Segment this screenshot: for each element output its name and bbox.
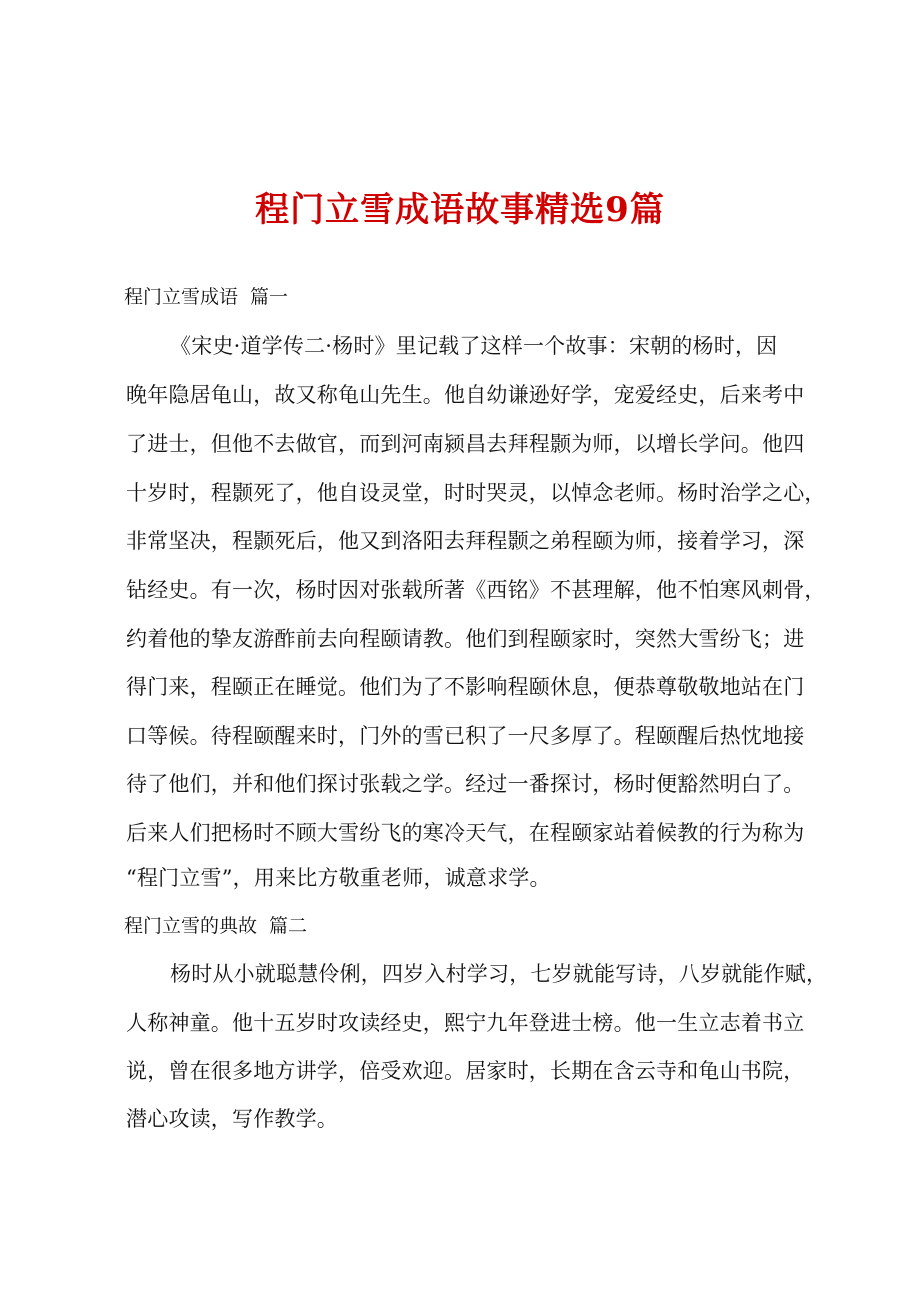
section-heading-text: 程门立雪成语 <box>124 286 239 308</box>
section-heading-1 <box>124 285 288 309</box>
paragraph-line: 潜心攻读，写作教学。 <box>126 1107 338 1131</box>
paragraph-line: 得门来，程颐正在睡觉。他们为了不影响程颐休息，便恭尊敬敬地站在门 <box>126 675 805 699</box>
section-heading-text: 程门立雪的典故 <box>124 915 258 937</box>
paragraph-line: “程门立雪”，用来比方敬重老师，诚意求学。 <box>126 866 551 890</box>
paragraph-line: 人称神童。他十五岁时攻读经史，熙宁九年登进士榜。他一生立志着书立 <box>126 1011 805 1035</box>
paragraph-line: 后来人们把杨时不顾大雪纷飞的寒冷天气，在程颐家站着候教的行为称为 <box>126 821 805 845</box>
section-heading-label: 篇一 <box>250 286 289 308</box>
document-title: 程门立雪成语故事精选9篇 <box>255 190 665 230</box>
paragraph-line: 钻经史。有一次，杨时因对张载所著《西铭》不甚理解，他不怕寒风刺骨， <box>126 578 826 602</box>
paragraph-line: 说，曾在很多地方讲学，倍受欢迎。居家时，长期在含云寺和龟山书院， <box>126 1059 805 1083</box>
paragraph-line: 待了他们，并和他们探讨张载之学。经过一番探讨，杨时便豁然明白了。 <box>126 772 805 796</box>
paragraph-line: 杨时从小就聪慧伶俐，四岁入村学习，七岁就能写诗，八岁就能作赋， <box>170 962 828 986</box>
paragraph-line: 晚年隐居龟山，故又称龟山先生。他自幼谦逊好学，宠爱经史，后来考中 <box>126 383 805 407</box>
section-heading-label: 篇二 <box>269 915 308 937</box>
paragraph-line: 口等候。待程颐醒来时，门外的雪已积了一尺多厚了。程颐醒后热忱地接 <box>126 724 805 748</box>
paragraph-line: 了进士，但他不去做官，而到河南颍昌去拜程颢为师，以增长学问。他四 <box>126 432 805 456</box>
paragraph-line: 十岁时，程颢死了，他自设灵堂，时时哭灵，以悼念老师。杨时治学之心， <box>126 481 826 505</box>
paragraph-line: 约着他的挚友游酢前去向程颐请教。他们到程颐家时，突然大雪纷飞；进 <box>126 627 805 651</box>
section-heading-2 <box>124 914 307 938</box>
paragraph-line: 非常坚决，程颢死后，他又到洛阳去拜程颢之弟程颐为师，接着学习，深 <box>126 529 805 553</box>
paragraph-line: 《宋史·道学传二·杨时》里记载了这样一个故事：宋朝的杨时，因 <box>170 334 778 358</box>
